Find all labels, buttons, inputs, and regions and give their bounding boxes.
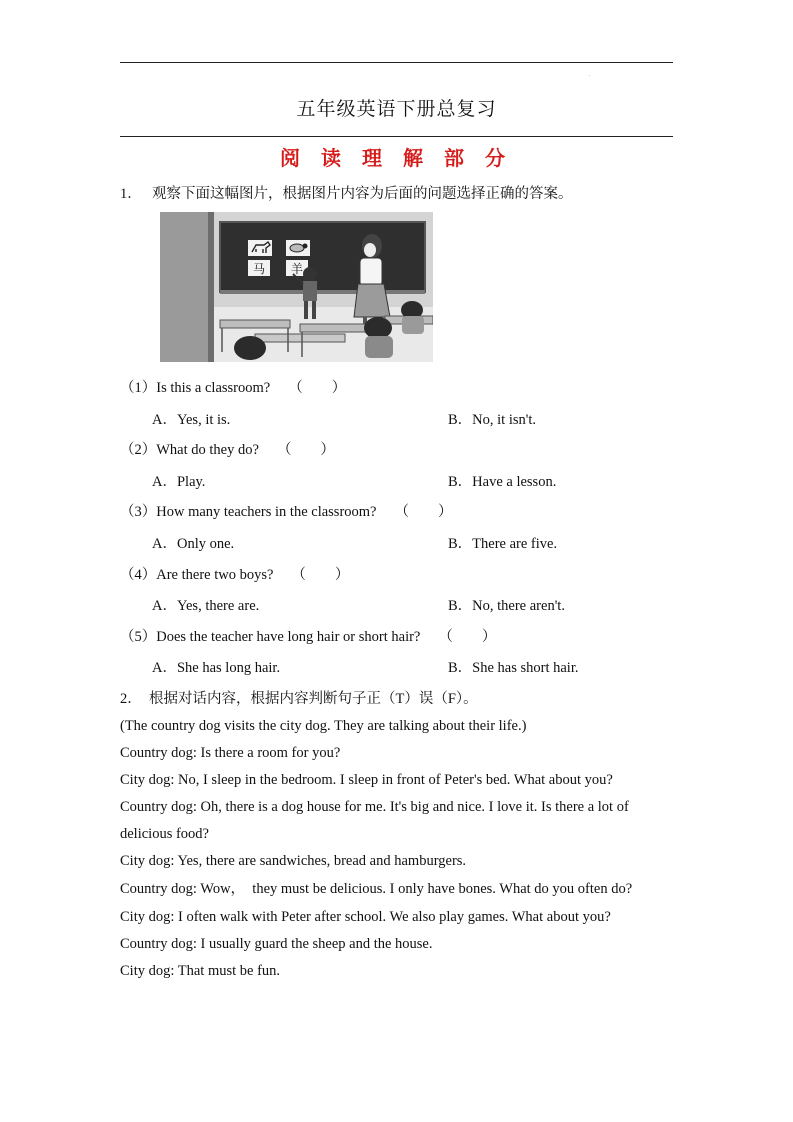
q1-sub-2-option-b: B．Have a lesson. (448, 474, 557, 490)
q1-sub-3-option-a: A．Only one. (152, 536, 235, 552)
dialogue-line: Country dog: I usually guard the sheep and the house. (120, 936, 433, 952)
q1-sub-4-option-b: B．No, there aren't. (448, 598, 565, 614)
dialogue (120, 713, 673, 985)
q1-sub-5-option-a: A．She has long hair. (152, 660, 281, 676)
dialogue-line: Country dog: Is there a room for you? (120, 745, 341, 761)
sheep-icon (286, 240, 310, 256)
q1-sub-4: （4）Are there two boys? （ ） (120, 563, 349, 584)
answer-blank: （ ） (276, 442, 335, 458)
section-title: 阅 读 理 解 部 分 (280, 148, 513, 170)
answer-blank: （ ） (394, 504, 453, 520)
q1-sub-5-option-b: B．She has short hair. (448, 660, 579, 676)
chalk-char-horse: 马 (252, 262, 266, 276)
chalk-char-sheep: 羊 (290, 262, 304, 276)
q1-sub-2: （2）What do they do? （ ） (120, 438, 335, 459)
dialogue-line: City dog: No, I sleep in the bedroom. I sleep in front of Peter's bed. What about you? (120, 772, 613, 788)
dialogue-line: Country dog: Wow， they must be delicious. I only have bones. What do you often do? (120, 881, 633, 897)
q1-sub-1-option-b: B．No, it isn't. (448, 412, 537, 428)
q1-sub-2-option-a: A．Play. (152, 474, 206, 490)
page-mark: . (589, 72, 591, 78)
question-1-number: 1． (120, 186, 142, 202)
dialogue-line: (The country dog visits the city dog. They are talking about their life.) (120, 718, 527, 734)
document-title: 五年级英语下册总复习 (296, 99, 497, 120)
q1-sub-3: （3）How many teachers in the classroom? （ ） (120, 500, 453, 521)
question-2-instruction: 2． 根据对话内容，根据内容判断句子正（T）误（F）。 (120, 691, 478, 707)
dialogue-line: City dog: Yes, there are sandwiches, bread and hamburgers. (120, 853, 467, 869)
q1-sub-1-option-a: A．Yes, it is. (152, 412, 231, 428)
answer-blank: （ ） (438, 629, 497, 645)
top-rule (120, 62, 673, 63)
q1-sub-4-option-a: A．Yes, there are. (152, 598, 260, 614)
question-1-text: 观察下面这幅图片，根据图片内容为后面的问题选择正确的答案。 (152, 186, 573, 202)
dialogue-line: Country dog: Oh, there is a dog house for me. It's big and nice. I love it. Is there a lot of delicious food? (120, 799, 629, 842)
dialogue-line: City dog: That must be fun. (120, 963, 281, 979)
dialogue-line: City dog: I often walk with Peter after school. We also play games. What about you? (120, 909, 611, 925)
q1-sub-1: （1）Is this a classroom? （ ） (120, 376, 346, 397)
q1-sub-5: （5）Does the teacher have long hair or short hair? （ ） (120, 625, 496, 646)
horse-icon (248, 240, 272, 256)
classroom-picture (160, 212, 433, 362)
q1-sub-3-option-b: B．There are five. (448, 536, 558, 552)
answer-blank: （ ） (288, 380, 347, 396)
question-1-instruction (120, 182, 573, 203)
answer-blank: （ ） (291, 567, 350, 583)
title-rule (120, 136, 673, 137)
